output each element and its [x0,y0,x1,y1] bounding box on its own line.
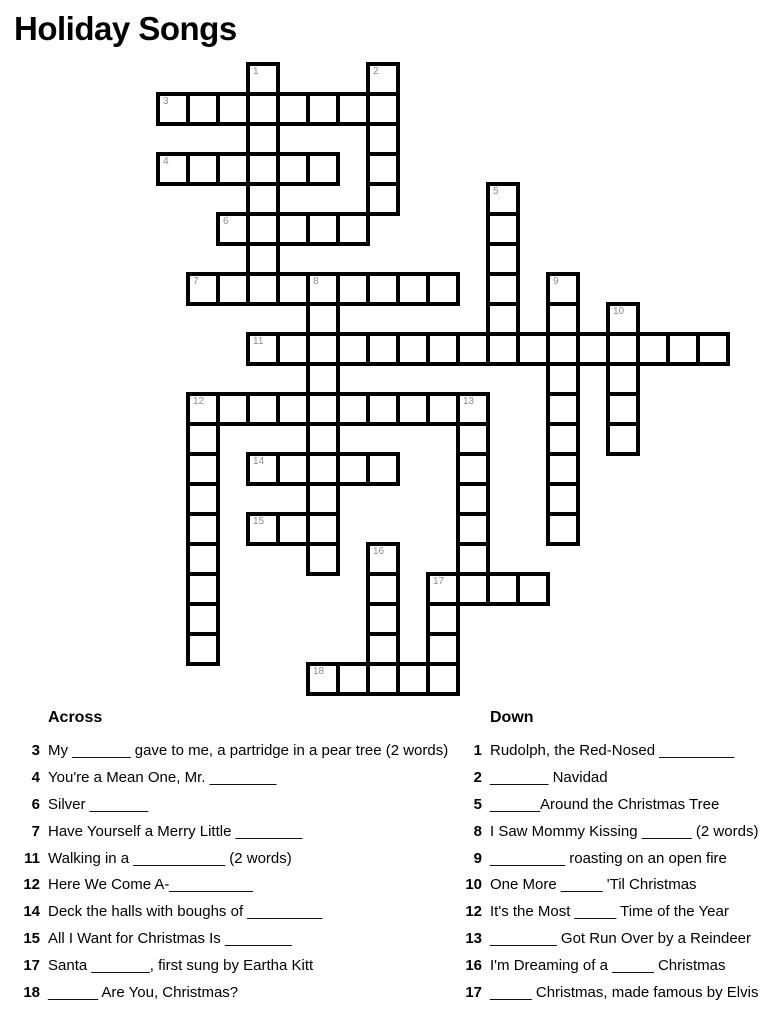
cell-number: 6 [223,216,229,227]
across-clues-section [14,709,448,1006]
grid-cell [488,274,518,304]
grid-cell [248,334,278,364]
grid-cell [668,334,698,364]
clue-row-18 [14,979,448,1006]
grid-cell [248,124,278,154]
clue-text: ______Around the Christmas Tree [490,795,720,813]
grid-cell [368,394,398,424]
grid-cell [368,334,398,364]
clue-row-15 [14,925,448,952]
cell-number: 17 [433,576,445,587]
grid-cell [488,214,518,244]
cell-number: 18 [313,666,325,677]
grid-cell [458,454,488,484]
grid-cell [458,484,488,514]
clue-text: ______ Are You, Christmas? [48,983,239,1001]
cell-number: 10 [613,306,625,317]
grid-cell [518,334,548,364]
grid-cell [368,574,398,604]
grid-cell [548,424,578,454]
grid-cell [278,514,308,544]
grid-cell [278,394,308,424]
grid-cell [608,424,638,454]
cell-number: 4 [163,156,169,167]
clue-text: _________ roasting on an open fire [490,849,727,867]
grid-cell [458,334,488,364]
grid-cell [608,364,638,394]
grid-cell [248,514,278,544]
grid-cell [308,154,338,184]
grid-cell [368,184,398,214]
grid-cell [698,334,728,364]
clue-row-14 [14,898,448,925]
grid-cell [548,394,578,424]
cell-number: 2 [373,66,379,77]
grid-cell [518,574,548,604]
grid-cell [218,94,248,124]
grid-cell [488,244,518,274]
grid-cell [278,214,308,244]
grid-cell [188,634,218,664]
clue-row-7 [14,818,448,845]
clue-row-5 [458,791,758,818]
cell-number: 13 [463,396,475,407]
clue-text: Santa _______, first sung by Eartha Kitt [48,957,314,975]
clue-row-10 [458,871,758,898]
clue-row-9 [458,845,758,872]
clue-number: 14 [23,903,40,921]
grid-cell [368,604,398,634]
down-clue-list [458,737,758,1006]
grid-cell [248,184,278,214]
grid-cell [428,604,458,634]
grid-cell [218,394,248,424]
clue-text: I Saw Mommy Kissing ______ (2 words) [490,822,759,840]
clue-text: Here We Come A-__________ [48,876,253,894]
cell-number: 12 [193,396,205,407]
clue-number: 3 [31,741,40,759]
clue-number: 4 [31,768,40,786]
grid-cell [188,574,218,604]
cell-number: 7 [193,276,199,287]
clue-text: _______ Navidad [490,768,608,786]
clue-row-12 [14,871,448,898]
clue-text: _____ Christmas, made famous by Elvis [490,983,759,1001]
clue-text: You're a Mean One, Mr. ________ [48,768,277,786]
grid-cell [308,364,338,394]
across-clue-list [14,737,448,1006]
clue-text: Deck the halls with boughs of _________ [48,903,323,921]
grid-cell [188,154,218,184]
grid-cell [188,94,218,124]
grid-cell [488,184,518,214]
grid-cell [338,214,368,244]
clue-text: Silver _______ [48,795,149,813]
grid-cell [608,394,638,424]
grid-cell [338,664,368,694]
clue-text: Rudolph, the Red-Nosed _________ [490,741,735,759]
grid-cell [218,274,248,304]
clue-text: Have Yourself a Merry Little ________ [48,822,303,840]
clue-row-8 [458,818,758,845]
grid-cell [428,274,458,304]
grid-cell [548,484,578,514]
grid-cell [368,274,398,304]
clue-number: 6 [31,795,40,813]
clue-row-6 [14,791,448,818]
grid-cell [308,424,338,454]
grid-cell [278,154,308,184]
clue-number: 11 [24,849,40,867]
grid-cell [338,454,368,484]
grid-cell [308,664,338,694]
grid-cell [308,214,338,244]
grid-cell [368,154,398,184]
page-title: Holiday Songs [14,10,237,47]
grid-cell [188,274,218,304]
clue-number: 12 [465,903,482,921]
grid-cell [458,424,488,454]
grid-cell [398,274,428,304]
cell-number: 11 [253,336,264,347]
clue-number: 17 [23,957,40,975]
cell-number: 16 [373,546,385,557]
grid-cell [248,64,278,94]
clue-number: 10 [465,876,482,894]
grid-cell [278,274,308,304]
clue-text: All I Want for Christmas Is ________ [48,930,292,948]
grid-cell [638,334,668,364]
down-clues-section [458,709,758,1006]
clue-number: 7 [31,822,40,840]
grid-cell [398,334,428,364]
clue-number: 9 [473,849,482,867]
grid-cell [428,634,458,664]
clue-text: It's the Most _____ Time of the Year [490,903,729,921]
grid-cell [398,664,428,694]
clue-text: My _______ gave to me, a partridge in a pear tree (2 words) [48,741,449,759]
grid-cell [368,634,398,664]
clue-row-13 [458,925,758,952]
grid-cell [248,244,278,274]
grid-cell [368,64,398,94]
grid-cell [608,304,638,334]
grid-cell [338,334,368,364]
clue-row-2 [458,764,758,791]
across-header: Across [48,709,103,726]
grid-cell [308,94,338,124]
grid-cell [188,514,218,544]
cell-number: 5 [493,186,499,197]
clue-number: 13 [465,930,482,948]
cell-number: 15 [253,516,265,527]
clue-number: 5 [473,795,482,813]
grid-cell [338,94,368,124]
clue-number: 12 [23,876,40,894]
grid-cell [188,454,218,484]
grid-cell [278,334,308,364]
grid-cell [548,454,578,484]
grid-cell [398,394,428,424]
down-header: Down [490,709,534,726]
clue-number: 15 [23,930,40,948]
grid-cell [368,544,398,574]
grid-cell [158,154,188,184]
clue-text: Walking in a ___________ (2 words) [48,849,292,867]
grid-cell [308,484,338,514]
grid-cell [338,274,368,304]
cell-number: 9 [553,276,559,287]
grid-cell [188,544,218,574]
cell-number: 8 [313,276,319,287]
grid-cell [248,454,278,484]
clue-row-17 [14,952,448,979]
grid-cell [338,394,368,424]
clue-text: I'm Dreaming of a _____ Christmas [490,957,726,975]
grid-cell [488,304,518,334]
clue-number: 1 [473,741,482,759]
clue-number: 2 [473,768,482,786]
grid-cell [368,124,398,154]
grid-cell [428,334,458,364]
grid-cell [248,394,278,424]
grid-cell [578,334,608,364]
clue-row-17 [458,979,758,1006]
grid-cell [308,304,338,334]
grid-cell [368,454,398,484]
grid-cell [218,154,248,184]
clue-number: 8 [473,822,482,840]
clue-row-12 [458,898,758,925]
grid-cell [458,544,488,574]
grid-cell [278,454,308,484]
grid-cell [278,94,308,124]
cell-number: 14 [253,456,265,467]
grid-cell [548,274,578,304]
clue-text: One More _____ 'Til Christmas [490,876,697,894]
grid-cell [158,94,188,124]
grid-cell [458,514,488,544]
grid-cell [188,484,218,514]
clue-row-16 [458,952,758,979]
clue-row-1 [458,737,758,764]
grid-cell [548,304,578,334]
grid-cell [188,424,218,454]
grid-cell [308,544,338,574]
grid-cell [488,574,518,604]
grid-cell [428,394,458,424]
grid-cell [548,364,578,394]
clue-number: 16 [465,957,482,975]
clue-row-11 [14,845,448,872]
cell-number: 3 [163,96,169,107]
clue-row-3 [14,737,448,764]
cell-number: 1 [253,66,259,77]
grid-cell [218,214,248,244]
grid-cell [188,604,218,634]
clue-number: 17 [465,983,482,1001]
clue-row-4 [14,764,448,791]
clue-number: 18 [23,983,40,1001]
grid-cell [548,514,578,544]
clue-text: ________ Got Run Over by a Reindeer [490,930,751,948]
